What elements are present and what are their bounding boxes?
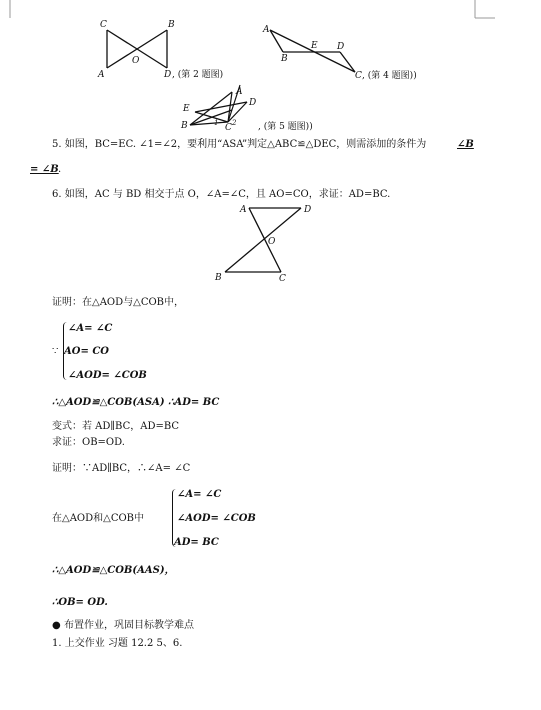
proof2-cond-3: AD= BC	[174, 537, 219, 548]
homework-title: 布置作业，巩固目标教学难点	[64, 620, 194, 631]
fig5-label-e: E	[183, 104, 190, 114]
fig2-label-d: D	[164, 70, 172, 80]
variant-line-1: 变式：若 AD∥BC，AD=BC	[52, 421, 180, 432]
fig5-label-d: D	[249, 98, 257, 108]
fig2-label-o: O	[132, 56, 140, 66]
proof1-conclusion: ∴△AOD≌△COB(ASA) ∴AD= BC	[52, 397, 220, 408]
fig4-label-a: A	[263, 25, 270, 35]
fig2-label-b: B	[168, 20, 175, 30]
q5-answer-b: = ∠B	[30, 164, 59, 175]
proof2-conclusion: ∴△AOD≌△COB(AAS)，	[52, 565, 175, 576]
proof1-cond-2: AO= CO	[64, 346, 109, 357]
proof1-intro: 证明：在△AOD与△COB中，	[52, 297, 185, 308]
fig4-label-c: C	[355, 71, 362, 81]
fig5-label-c: C	[225, 123, 232, 133]
proof2-cond-2: ∠AOD= ∠COB	[177, 513, 256, 524]
proof1-cond-3: ∠AOD= ∠COB	[68, 370, 147, 381]
proof2-intro: 在△AOD和△COB中	[52, 513, 145, 524]
fig4-label-e: E	[311, 41, 318, 51]
fig6-label-c: C	[279, 274, 286, 284]
fig5-label-a: A	[236, 87, 243, 97]
proof2-result: ∴OB= OD.	[52, 597, 108, 608]
fig5-label-angle-1: 1	[214, 119, 219, 127]
fig4-label-d: D	[337, 42, 345, 52]
fig5-label-angle-2: 2	[232, 119, 237, 127]
proof2-line-1: 证明：∵AD∥BC，∴∠A= ∠C	[52, 463, 191, 474]
corner-mark-right	[470, 0, 500, 20]
fig4-label-b: B	[281, 54, 288, 64]
fig6-label-b: B	[215, 273, 222, 283]
fig2-caption: , (第 2 题图)	[172, 70, 224, 80]
q5-text: 5. 如图，BC=EC. ∠1=∠2，要利用“ASA”判定△ABC≌△DEC，则需添加的条件为	[52, 139, 427, 150]
fig2-label-a: A	[98, 70, 105, 80]
fig6-label-o: O	[268, 237, 276, 247]
homework-bullet: ●	[52, 620, 61, 631]
fig2-label-c: C	[100, 20, 107, 30]
fig6-label-a: A	[240, 205, 247, 215]
q5-answer-a: ∠B	[457, 139, 474, 150]
proof1-because: ∵	[52, 346, 59, 357]
proof1-cond-1: ∠A= ∠C	[68, 323, 113, 334]
homework-item-1: 1. 上交作业 习题 12.2 5、6.	[52, 638, 183, 649]
fig5-label-b: B	[181, 121, 188, 131]
fig6-label-d: D	[304, 205, 312, 215]
variant-line-2: 求证：OB=OD.	[52, 437, 125, 448]
q5-end: .	[58, 164, 62, 175]
fig4-caption: , (第 4 题图))	[362, 71, 417, 81]
fig5-caption: , (第 5 题图))	[258, 122, 313, 132]
proof2-cond-1: ∠A= ∠C	[177, 489, 222, 500]
q6-text: 6. 如图，AC 与 BD 相交于点 O，∠A=∠C，且 AO=CO，求证：AD=BC.	[52, 189, 391, 200]
